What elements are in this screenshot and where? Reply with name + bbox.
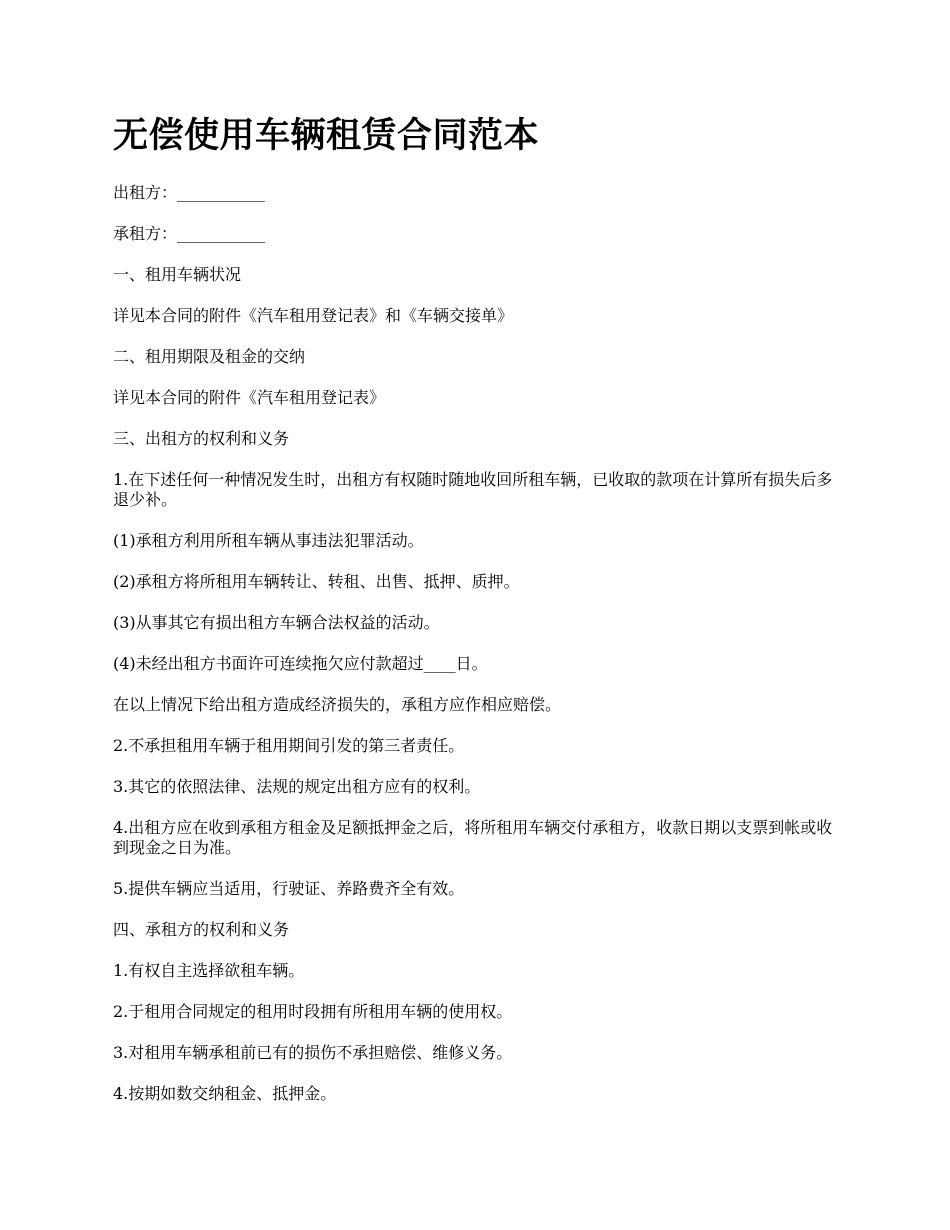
section-heading-4: 四、承租方的权利和义务	[113, 920, 290, 939]
sub-clause: (4)未经出租方书面许可连续拖欠应付款超过____日。	[113, 654, 488, 673]
sub-clause: (2)承租方将所租用车辆转让、转租、出售、抵押、质押。	[113, 572, 520, 591]
paragraph: 详见本合同的附件《汽车租用登记表》和《车辆交接单》	[113, 306, 514, 325]
section-heading-2: 二、租用期限及租金的交纳	[113, 347, 306, 366]
document-title: 无偿使用车辆租赁合同范本	[113, 116, 540, 156]
sub-clause: (1)承租方利用所租车辆从事违法犯罪活动。	[113, 531, 424, 550]
clause: 4.按期如数交纳租金、抵押金。	[113, 1084, 337, 1103]
section-heading-1: 一、租用车辆状况	[113, 265, 242, 284]
lessee-line: 承租方：___________	[113, 224, 266, 243]
clause: 3.其它的依照法律、法规的规定出租方应有的权利。	[113, 777, 481, 796]
clause: 3.对租用车辆承租前已有的损伤不承担赔偿、维修义务。	[113, 1043, 513, 1062]
document-page	[113, 112, 843, 1125]
lessor-line: 出租方：___________	[113, 183, 266, 202]
paragraph: 在以上情况下给出租方造成经济损失的，承租方应作相应赔偿。	[113, 695, 562, 714]
clause: 2.不承担租用车辆于租用期间引发的第三者责任。	[113, 736, 465, 755]
clause: 4.出租方应在收到承租方租金及足额抵押金之后，将所租用车辆交付承租方，收款日期以支票到帐或收到现金之日为准。	[113, 818, 833, 857]
clause: 1.有权自主选择欲租车辆。	[113, 961, 305, 980]
clause: 2.于租用合同规定的租用时段拥有所租用车辆的使用权。	[113, 1002, 513, 1021]
clause: 5.提供车辆应当适用，行驶证、养路费齐全有效。	[113, 879, 465, 898]
sub-clause: (3)从事其它有损出租方车辆合法权益的活动。	[113, 613, 440, 632]
clause: 1.在下述任何一种情况发生时，出租方有权随时随地收回所租车辆，已收取的款项在计算所有损失后多退少补。	[113, 470, 833, 509]
section-heading-3: 三、出租方的权利和义务	[113, 429, 290, 448]
paragraph: 详见本合同的附件《汽车租用登记表》	[113, 388, 386, 407]
